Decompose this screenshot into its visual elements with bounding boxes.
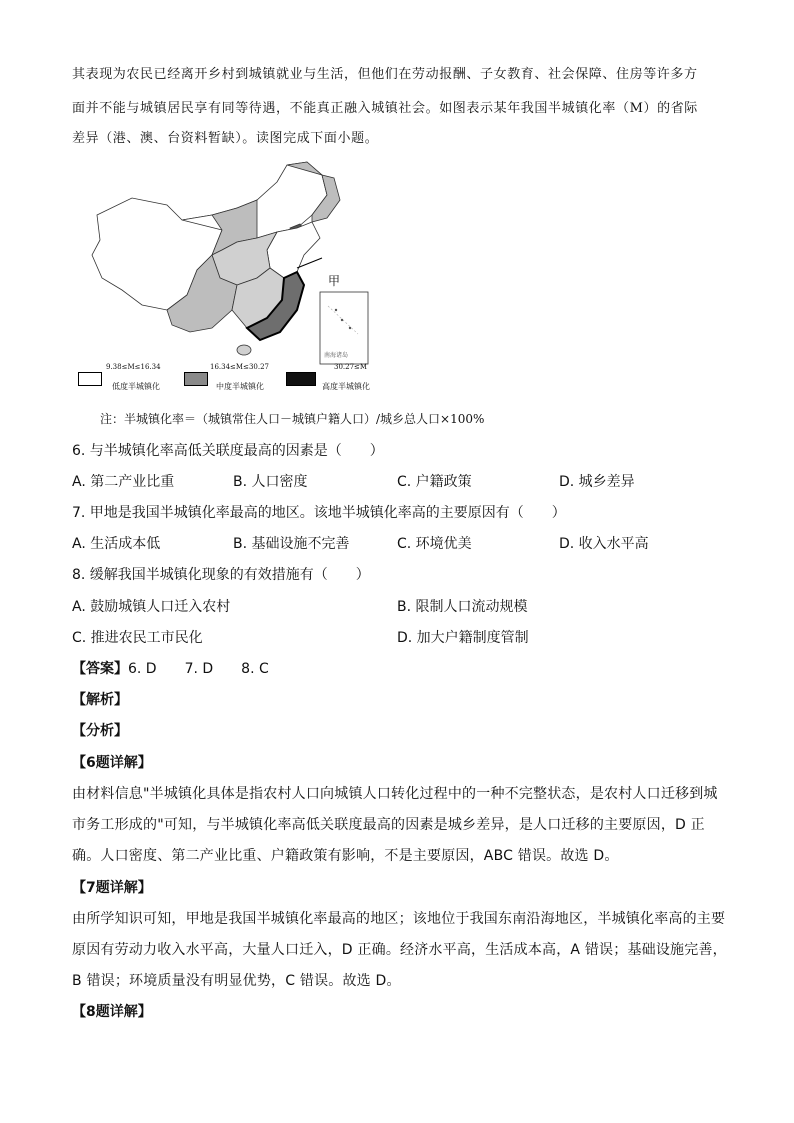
q7-option-a: A. 生活成本低 [72,536,161,552]
map-legend [72,363,392,395]
q7-option-b: B. 基础设施不完善 [233,536,350,552]
legend-mid-range: 16.34≤M≤30.27 [210,363,269,371]
detail-8-heading: 【8题详解】 [72,1004,152,1020]
q8-option-b: B. 限制人口流动规模 [397,599,528,615]
q6-option-b: B. 人口密度 [233,474,308,490]
detail-6-line-3: 确。人口密度、第二产业比重、户籍政策有影响，不是主要原因，ABC 错误。故选 D。 [72,848,619,864]
detail-7-line-3: B 错误；环境质量没有明显优势，C 错误。故选 D。 [72,973,401,989]
q8-option-d: D. 加大户籍制度管制 [397,630,529,646]
fenxi-heading: 【分析】 [72,723,128,739]
question-8-stem: 8. 缓解我国半城镇化现象的有效措施有（ ） [72,567,370,583]
detail-7-heading: 【7题详解】 [72,880,152,896]
detail-7-line-2: 原因有劳动力收入水平高，大量人口迁入，D 正确。经济水平高，生活成本高，A 错误；基础设施完善， [72,942,727,958]
q8-option-a: A. 鼓励城镇人口迁入农村 [72,599,231,615]
answer-values: 6. D 7. D 8. C [128,661,269,677]
q8-option-c: C. 推进农民工市民化 [72,630,203,646]
detail-6-line-1: 由材料信息"半城镇化具体是指农村人口向城镇人口转化过程中的一种不完整状态，是农村人口迁移到城 [72,786,718,802]
detail-6-heading: 【6题详解】 [72,755,152,771]
detail-7-line-1: 由所学知识可知，甲地是我国半城镇化率最高的地区；该地位于我国东南沿海地区，半城镇化率高的主要 [72,911,726,927]
inset-label: 南海诸岛 [324,352,349,359]
q6-option-a: A. 第二产业比重 [72,474,175,490]
q6-option-c: C. 户籍政策 [397,474,472,490]
label-jia: 甲 [328,274,341,288]
legend-mid-name: 中度半城镇化 [216,382,264,391]
legend-high-range: 30.27≤M [334,363,368,371]
formula-note: 注：半城镇化率＝（城镇常住人口－城镇户籍人口）/城乡总人口×100% [100,412,485,426]
q7-option-c: C. 环境优美 [397,536,472,552]
answer-line [72,654,269,684]
q6-option-d: D. 城乡差异 [559,474,635,490]
intro-line-2: 面并不能与城镇居民享有同等待遇，不能真正融入城镇社会。如图表示某年我国半城镇化率（M）的省际 [72,101,698,116]
legend-high-name: 高度半城镇化 [322,382,370,391]
intro-line-1: 其表现为农民已经离开乡村到城镇就业与生活，但他们在劳动报酬、子女教育、社会保障、住房等许多方 [72,67,698,82]
legend-low-range: 9.38≤M≤16.34 [106,363,161,371]
question-6-stem: 6. 与半城镇化率高低关联度最高的因素是（ ） [72,443,384,459]
answer-label: 【答案】 [72,661,128,677]
legend-high-swatch [286,372,316,386]
intro-line-3: 差异（港、澳、台资料暂缺）。读图完成下面小题。 [72,131,379,146]
jiexi-heading: 【解析】 [72,692,128,708]
detail-6-line-2: 市务工形成的"可知，与半城镇化率高低关联度最高的因素是城乡差异，是人口迁移的主要原因，D 正 [72,817,705,833]
q7-option-d: D. 收入水平高 [559,536,649,552]
map-region-hainan [237,345,251,355]
semi-urbanization-map [72,160,392,395]
question-7-stem: 7. 甲地是我国半城镇化率最高的地区。该地半城镇化率高的主要原因有（ ） [72,505,566,521]
legend-low-swatch [78,372,102,386]
legend-low-name: 低度半城镇化 [112,382,160,391]
legend-mid-swatch [184,372,208,386]
